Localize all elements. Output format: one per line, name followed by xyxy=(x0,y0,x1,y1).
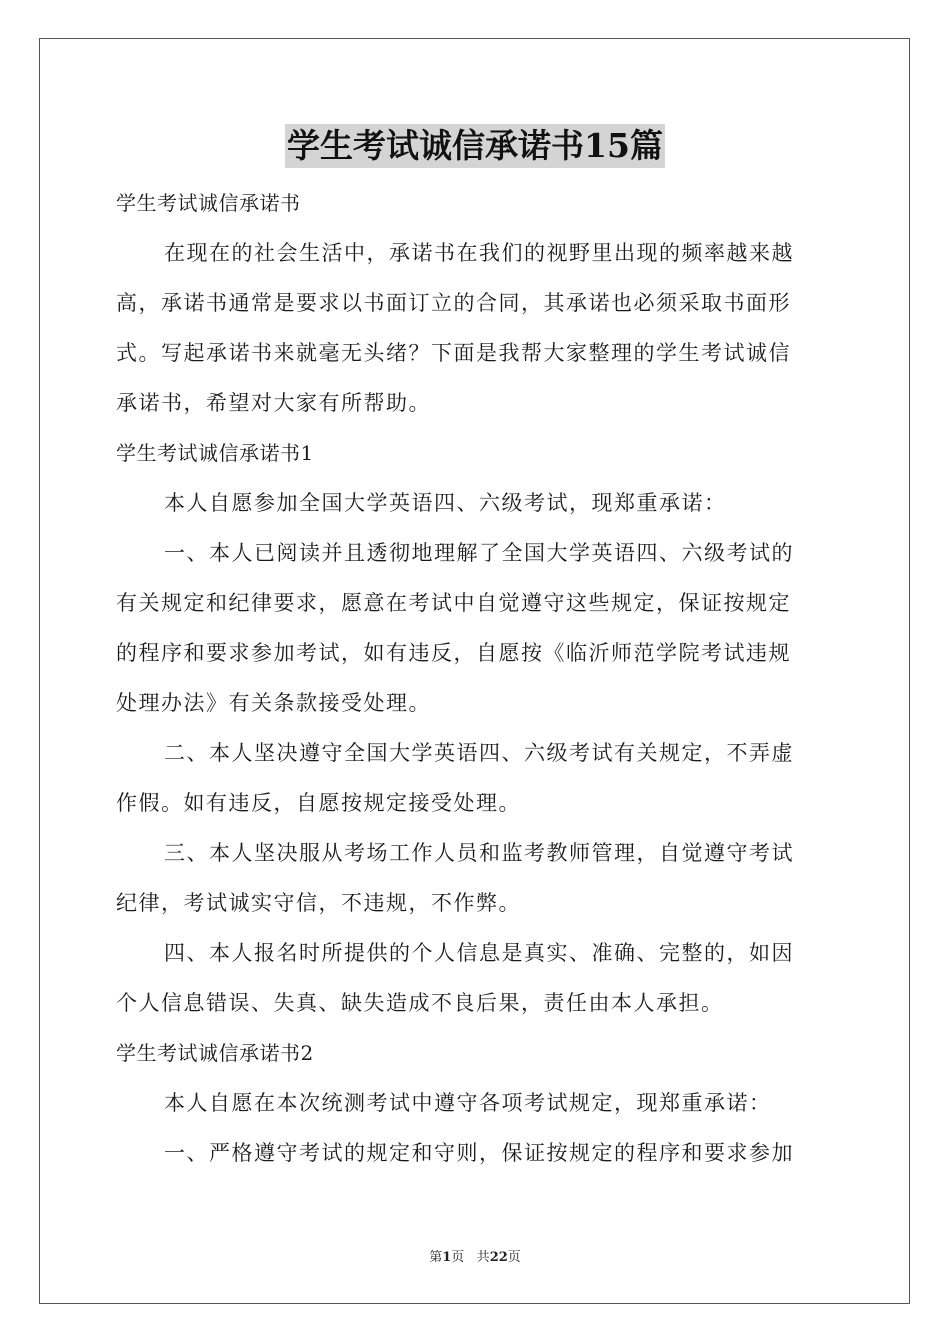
page-prefix: 第 xyxy=(429,1250,443,1265)
title-container xyxy=(0,124,950,168)
text-line: 一、本人已阅读并且透彻地理解了全国大学英语四、六级考试的 xyxy=(164,541,794,565)
page-suffix: 页 xyxy=(451,1250,465,1265)
section-heading: 学生考试诚信承诺书 xyxy=(116,191,301,215)
text-line: 纪律，考试诚实守信，不违规，不作弊。 xyxy=(116,891,521,915)
text-line: 一、严格遵守考试的规定和守则，保证按规定的程序和要求参加 xyxy=(164,1141,794,1165)
total-prefix: 共 xyxy=(476,1250,490,1265)
document-body xyxy=(116,178,836,1178)
text-line: 四、本人报名时所提供的个人信息是真实、准确、完整的，如因 xyxy=(164,941,794,965)
text-line: 三、本人坚决服从考场工作人员和监考教师管理，自觉遵守考试 xyxy=(164,841,794,865)
section-heading: 学生考试诚信承诺书1 xyxy=(116,441,314,465)
text-line: 个人信息错误、失真、缺失造成不良后果，责任由本人承担。 xyxy=(116,991,724,1015)
text-line: 本人自愿参加全国大学英语四、六级考试，现郑重承诺： xyxy=(164,491,727,515)
text-line: 作假。如有违反，自愿按规定接受处理。 xyxy=(116,791,521,815)
text-line: 本人自愿在本次统测考试中遵守各项考试规定，现郑重承诺： xyxy=(164,1091,772,1115)
section-heading: 学生考试诚信承诺书2 xyxy=(116,1041,314,1065)
text-line: 高，承诺书通常是要求以书面订立的合同，其承诺也必须采取书面形 xyxy=(116,291,791,315)
text-line: 有关规定和纪律要求，愿意在考试中自觉遵守这些规定，保证按规定 xyxy=(116,591,791,615)
text-line: 在现在的社会生活中，承诺书在我们的视野里出现的频率越来越 xyxy=(164,241,794,265)
page-number: 1 xyxy=(442,1250,452,1265)
text-line: 式。写起承诺书来就毫无头绪？下面是我帮大家整理的学生考试诚信 xyxy=(116,341,791,365)
text-line: 的程序和要求参加考试，如有违反，自愿按《临沂师范学院考试违规 xyxy=(116,641,791,665)
total-pages: 22 xyxy=(489,1250,508,1265)
document-title: 学生考试诚信承诺书15篇 xyxy=(285,124,665,168)
text-line: 处理办法》有关条款接受处理。 xyxy=(116,691,431,715)
text-line: 承诺书，希望对大家有所帮助。 xyxy=(116,391,431,415)
total-suffix: 页 xyxy=(507,1250,521,1265)
text-line: 二、本人坚决遵守全国大学英语四、六级考试有关规定，不弄虚 xyxy=(164,741,794,765)
page-footer xyxy=(0,1246,950,1265)
